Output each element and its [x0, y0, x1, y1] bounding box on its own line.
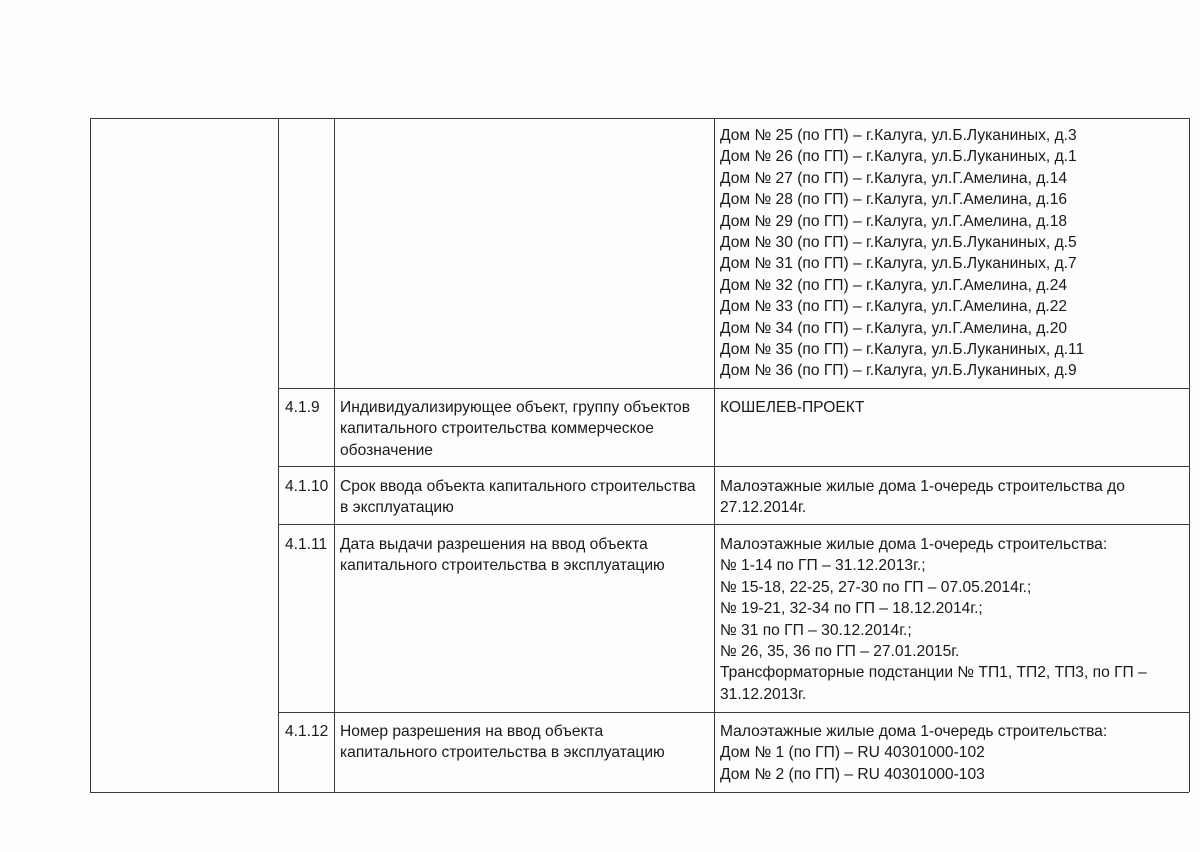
row-divider — [278, 466, 1189, 467]
row-divider — [278, 388, 1189, 389]
address-line: Дом № 29 (по ГП) – г.Калуга, ул.Г.Амелина, д.18 — [720, 212, 1068, 230]
row-value: Малоэтажные жилые дома 1-очередь строительства: Дом № 1 (по ГП) – RU 40301000-102 Дом № 2 (по ГП) – RU 40301000-103 — [720, 723, 1108, 783]
row-divider — [278, 712, 1189, 713]
address-line: Дом № 25 (по ГП) – г.Калуга, ул.Б.Луканиных, д.3 — [720, 127, 1077, 144]
row-value: Малоэтажные жилые дома 1-очередь строительства: № 1-14 по ГП – 31.12.2013г.; № 15-18, 22-25, 27-30 по ГП – 07.05.2014г.; № 19-21, 32-34 по ГП – 18.12.2014г.; № 31 по ГП – 30.12.2014г.; № 26, 35, 36 по ГП – 27.01.2015г. Трансформаторные подстанции № ТП1, ТП2, ТП3, по ГП – 31.12.2013г. — [720, 536, 1147, 703]
address-line: Дом № 30 (по ГП) – г.Калуга, ул.Б.Луканиных, д.5 — [720, 234, 1077, 252]
row-label: Дата выдачи разрешения на ввод объекта капитального строительства в эксплуатацию — [340, 536, 665, 575]
table-left-border — [90, 118, 91, 792]
address-line: Дом № 33 (по ГП) – г.Калуга, ул.Г.Амелина, д.22 — [720, 298, 1068, 316]
row-number: 4.1.12 — [285, 723, 329, 740]
address-line: Дом № 34 (по ГП) – г.Калуга, ул.Г.Амелина, д.20 — [720, 319, 1068, 337]
row-number: 4.1.9 — [285, 399, 320, 416]
row-value: Малоэтажные жилые дома 1-очередь строительства до 27.12.2014г. — [720, 478, 1125, 517]
address-line: Дом № 32 (по ГП) – г.Калуга, ул.Г.Амелина, д.24 — [720, 276, 1068, 294]
column-divider — [714, 118, 715, 792]
column-divider — [278, 118, 279, 792]
address-line: Дом № 26 (по ГП) – г.Калуга, ул.Б.Луканиных, д.1 — [720, 148, 1077, 166]
table-top-border — [90, 118, 1189, 119]
row-value: КОШЕЛЕВ-ПРОЕКТ — [720, 399, 865, 416]
row-divider — [278, 524, 1189, 525]
address-line: Дом № 27 (по ГП) – г.Калуга, ул.Г.Амелина, д.14 — [720, 169, 1068, 187]
table-bottom-border — [90, 792, 1189, 793]
address-line: Дом № 36 (по ГП) – г.Калуга, ул.Б.Луканиных, д.9 — [720, 362, 1077, 380]
address-line: Дом № 28 (по ГП) – г.Калуга, ул.Г.Амелина, д.16 — [720, 191, 1068, 209]
table-row — [720, 125, 1084, 382]
column-divider — [334, 118, 335, 792]
row-number: 4.1.11 — [285, 536, 328, 553]
row-number: 4.1.10 — [285, 478, 329, 495]
table-right-border — [1189, 118, 1190, 792]
row-label: Индивидуализирующее объект, группу объектов капитального строительства коммерческое обозначение — [340, 399, 691, 459]
row-label: Номер разрешения на ввод объекта капитального строительства в эксплуатацию — [340, 723, 665, 762]
address-line: Дом № 35 (по ГП) – г.Калуга, ул.Б.Луканиных, д.11 — [720, 341, 1085, 359]
row-label: Срок ввода объекта капитального строительства в эксплуатацию — [340, 478, 696, 517]
address-line: Дом № 31 (по ГП) – г.Калуга, ул.Б.Луканиных, д.7 — [720, 255, 1077, 273]
